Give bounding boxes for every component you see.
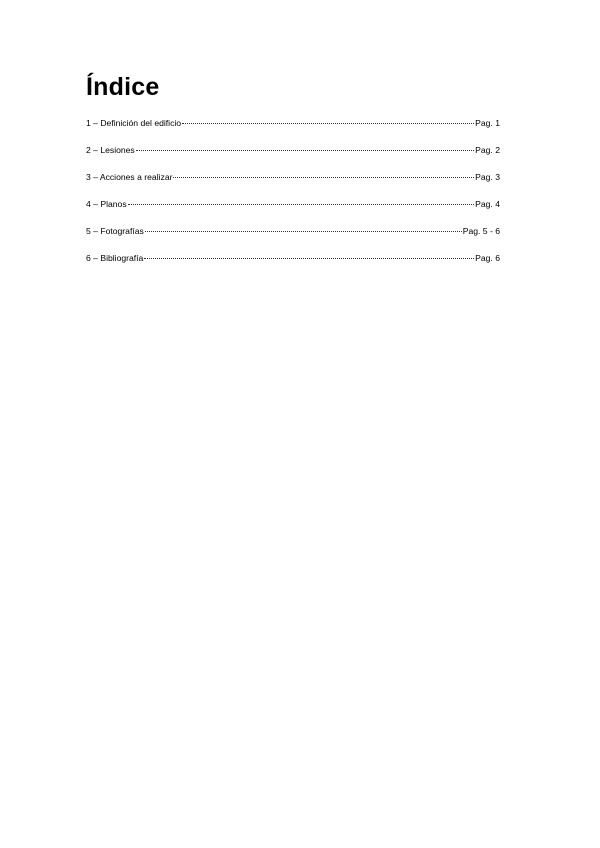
table-of-contents xyxy=(86,116,500,278)
toc-entry-page: Pag. 4 xyxy=(475,199,500,209)
dot-leader xyxy=(136,142,474,151)
toc-entry xyxy=(86,224,500,251)
toc-entry xyxy=(86,116,500,143)
toc-entry-label: 4 – Planos xyxy=(86,199,127,209)
toc-entry-label: 3 – Acciones a realizar xyxy=(86,172,173,182)
toc-entry-page: Pag. 1 xyxy=(475,118,500,128)
toc-entry-page: Pag. 3 xyxy=(475,172,500,182)
toc-entry-label: 5 – Fotografías xyxy=(86,226,144,236)
dot-leader xyxy=(144,250,474,259)
toc-entry-page: Pag. 2 xyxy=(475,145,500,155)
toc-entry-page: Pag. 5 - 6 xyxy=(462,226,500,236)
toc-entry xyxy=(86,170,500,197)
toc-entry-label: 1 – Definición del edificio xyxy=(86,118,182,128)
dot-leader xyxy=(182,115,474,124)
toc-entry xyxy=(86,143,500,170)
toc-entry-label: 6 – Bibliografía xyxy=(86,253,144,263)
toc-entry-label: 2 – Lesiones xyxy=(86,145,135,155)
index-title: Índice xyxy=(86,73,160,101)
dot-leader xyxy=(173,169,474,178)
dot-leader xyxy=(145,223,462,232)
toc-entry xyxy=(86,251,500,278)
toc-entry-page: Pag. 6 xyxy=(475,253,500,263)
dot-leader xyxy=(128,196,475,205)
toc-entry xyxy=(86,197,500,224)
